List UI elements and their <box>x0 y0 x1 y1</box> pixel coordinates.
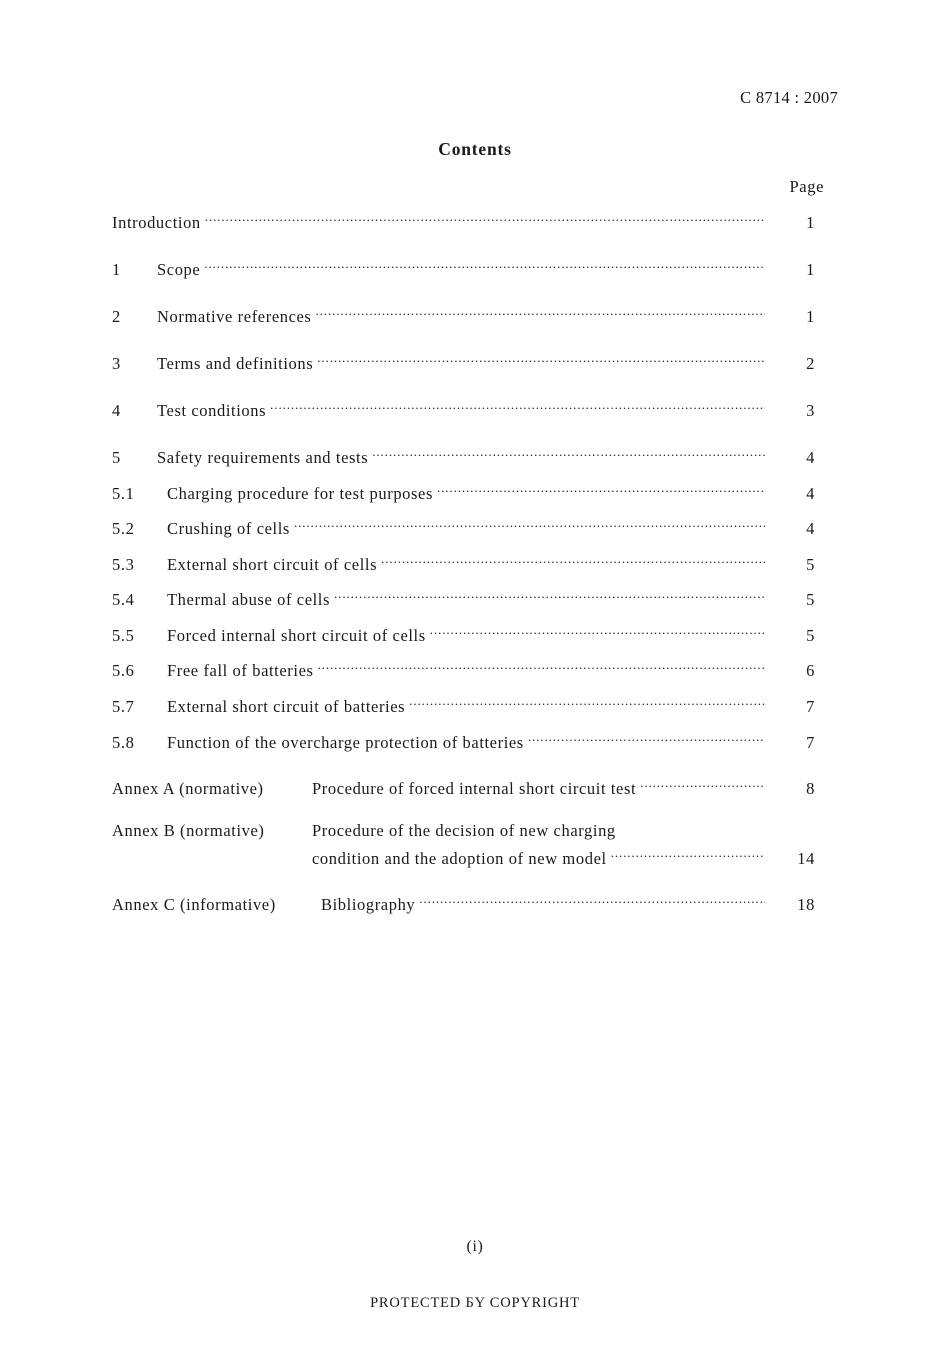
toc-page-number: 8 <box>806 779 815 798</box>
toc-entry-annex-a[interactable] <box>112 772 827 798</box>
toc-annex-label: Annex B (normative) <box>112 821 265 840</box>
toc-entry-terms-definitions[interactable] <box>112 347 827 373</box>
dot-leader <box>315 300 765 322</box>
toc-entry-5-4[interactable] <box>112 583 827 609</box>
toc-page-number: 3 <box>806 401 815 420</box>
dot-leader <box>381 548 765 570</box>
toc-title: Bibliography <box>321 895 416 914</box>
toc-title: Thermal abuse of cells <box>167 590 331 609</box>
toc-title: External short circuit of batteries <box>167 697 406 716</box>
toc-section-number: 5.3 <box>112 555 135 574</box>
toc-section-number: 4 <box>112 401 121 420</box>
toc-title: Forced internal short circuit of cells <box>167 626 426 645</box>
toc-annex-label: Annex A (normative) <box>112 779 264 798</box>
toc-entry-5-1[interactable] <box>112 477 827 503</box>
toc-title: External short circuit of cells <box>167 555 378 574</box>
toc-section-number: 5.5 <box>112 626 135 645</box>
toc-entry-5-3[interactable] <box>112 548 827 574</box>
page-column-label: Page <box>789 177 824 196</box>
toc-section-number: 1 <box>112 260 121 279</box>
dot-leader <box>270 394 765 416</box>
dot-leader <box>204 253 765 275</box>
contents-title: Contents <box>438 139 512 159</box>
toc-page-number: 1 <box>806 260 815 279</box>
dot-leader <box>640 772 765 794</box>
toc-section-number: 3 <box>112 354 121 373</box>
toc-page-number: 5 <box>806 555 815 574</box>
toc-title: Free fall of batteries <box>167 661 314 680</box>
dot-leader <box>317 347 765 369</box>
toc-page-number: 7 <box>806 697 815 716</box>
toc-page-number: 2 <box>806 354 815 373</box>
toc-entry-5-2[interactable] <box>112 512 827 538</box>
dot-leader <box>334 583 765 605</box>
footer-copyright: PROTECTED БY COPYRIGHT <box>370 1295 580 1311</box>
toc-page-number: 1 <box>806 213 815 232</box>
toc-page-number: 5 <box>806 626 815 645</box>
toc-page-number: 1 <box>806 307 815 326</box>
dot-leader <box>372 441 765 463</box>
toc-title: Test conditions <box>157 401 267 420</box>
toc-title: Terms and definitions <box>157 354 314 373</box>
toc-entry-scope[interactable] <box>112 253 827 279</box>
dot-leader <box>419 888 765 910</box>
toc-section-number: 5 <box>112 448 121 467</box>
standard-code: C 8714 : 2007 <box>740 88 838 107</box>
footer-page-number: (i) <box>466 1238 484 1255</box>
toc-entry-5-8[interactable] <box>112 726 827 752</box>
dot-leader <box>528 726 765 748</box>
toc-title: Procedure of the decision of new charging <box>312 821 616 840</box>
toc-page-number: 5 <box>806 590 815 609</box>
dot-leader <box>430 619 765 641</box>
toc-entry-5-7[interactable] <box>112 690 827 716</box>
toc-entry-test-conditions[interactable] <box>112 394 827 420</box>
toc-title: Crushing of cells <box>167 519 290 538</box>
dot-leader <box>318 654 765 676</box>
toc-annex-label: Annex C (informative) <box>112 895 276 914</box>
toc-entry-safety-requirements[interactable] <box>112 441 827 467</box>
toc-entry-normative-references[interactable] <box>112 300 827 326</box>
toc-page-number: 14 <box>797 849 815 868</box>
toc-page-number: 7 <box>806 733 815 752</box>
dot-leader <box>437 477 765 499</box>
toc-title: Function of the overcharge protection of batteries <box>167 733 524 752</box>
toc-section-number: 2 <box>112 307 121 326</box>
dot-leader <box>611 842 765 864</box>
toc-page-number: 4 <box>806 519 815 538</box>
toc-page-number: 18 <box>797 895 815 914</box>
toc-title: Introduction <box>112 213 201 232</box>
toc-title: Procedure of forced internal short circuit test <box>312 779 637 798</box>
toc-title: Scope <box>157 260 201 279</box>
toc-page-number: 6 <box>806 661 815 680</box>
dot-leader <box>409 690 765 712</box>
toc-section-number: 5.7 <box>112 697 135 716</box>
toc-section-number: 5.4 <box>112 590 135 609</box>
toc-section-number: 5.8 <box>112 733 135 752</box>
toc-entry-annex-c[interactable] <box>112 888 827 914</box>
toc-entry-5-6[interactable] <box>112 654 827 680</box>
toc-entry-introduction[interactable] <box>112 206 827 232</box>
toc-section-number: 5.6 <box>112 661 135 680</box>
toc-entry-annex-b-line2[interactable] <box>112 842 827 868</box>
toc-title: Normative references <box>157 307 312 326</box>
dot-leader <box>205 206 765 228</box>
toc-section-number: 5.2 <box>112 519 135 538</box>
dot-leader <box>294 512 765 534</box>
toc-page-number: 4 <box>806 484 815 503</box>
toc-title: Charging procedure for test purposes <box>167 484 433 503</box>
toc-entry-5-5[interactable] <box>112 619 827 645</box>
toc-section-number: 5.1 <box>112 484 135 503</box>
toc-entry-annex-b-line1[interactable] <box>112 820 616 842</box>
toc-title: Safety requirements and tests <box>157 448 369 467</box>
toc-page-number: 4 <box>806 448 815 467</box>
toc-title: condition and the adoption of new model <box>312 849 607 868</box>
